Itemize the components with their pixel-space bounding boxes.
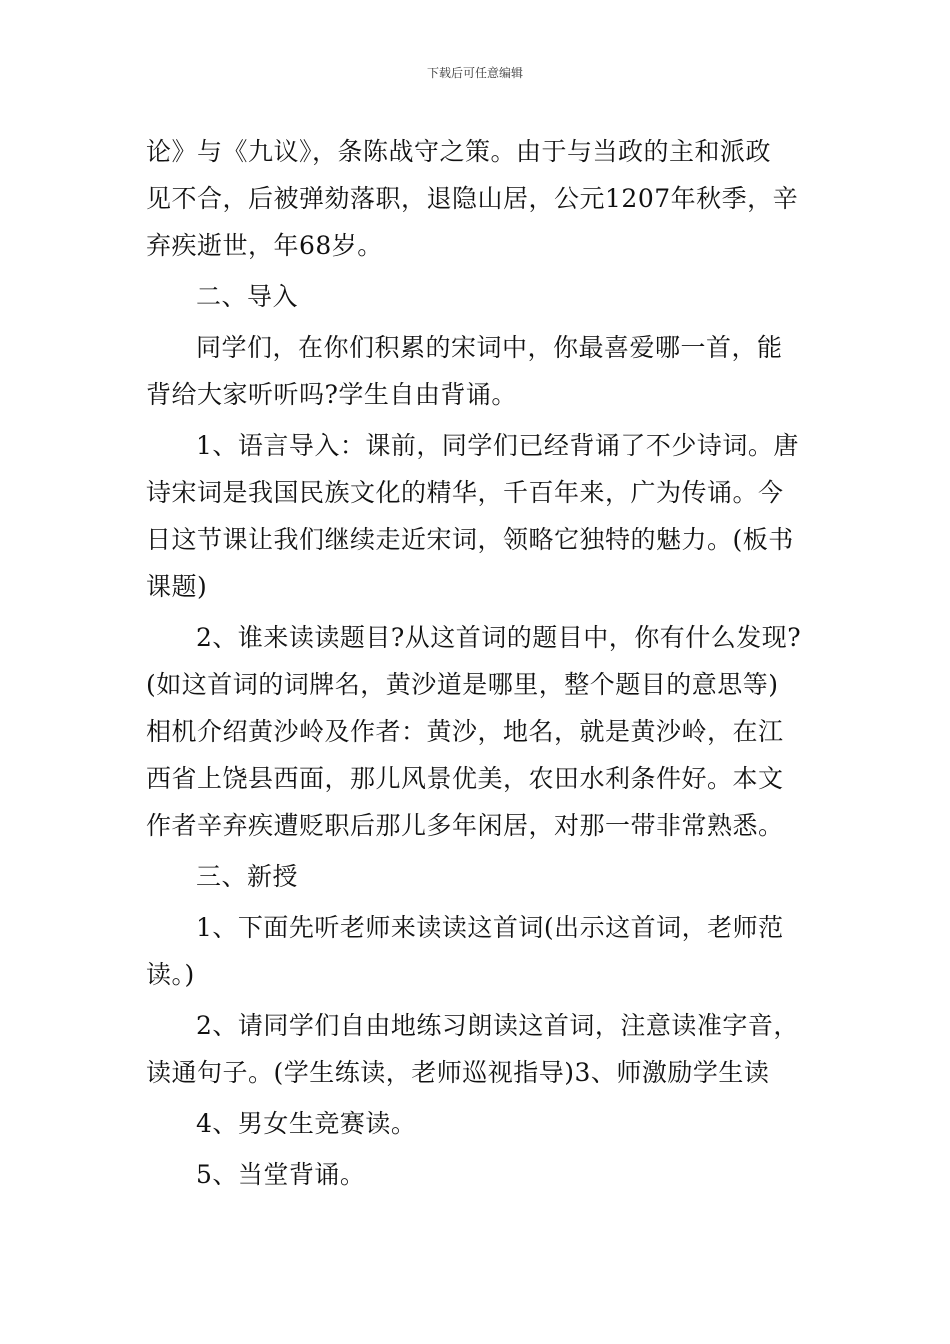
text-line: 背给大家听听吗?学生自由背诵。 <box>146 380 517 409</box>
text-line: 1、语言导入：课前，同学们已经背诵了不少诗词。唐 <box>196 431 799 460</box>
section-heading-intro: 二、导入 <box>196 282 299 311</box>
text-line: 2、请同学们自由地练习朗读这首词，注意读准字音， <box>196 1011 799 1040</box>
text-line: 诗宋词是我国民族文化的精华，千百年来，广为传诵。今 <box>146 478 784 507</box>
text-line: 同学们，在你们积累的宋词中，你最喜爱哪一首，能 <box>196 333 783 362</box>
text-line: (如这首词的词牌名，黄沙道是哪里，整个题目的意思等) <box>146 670 779 699</box>
text-line: 1、下面先听老师来读读这首词(出示这首词，老师范 <box>196 913 784 942</box>
text-line: 相机介绍黄沙岭及作者：黄沙，地名，就是黄沙岭，在江 <box>146 717 784 746</box>
text-line: 弃疾逝世，年68岁。 <box>146 231 383 260</box>
text-line: 见不合，后被弹劾落职，退隐山居，公元1207年秋季，辛 <box>146 184 799 213</box>
text-line: 4、男女生竞赛读。 <box>196 1109 417 1138</box>
text-line: 读通句子。(学生练读，老师巡视指导)3、师激励学生读 <box>146 1058 770 1087</box>
text-line: 2、谁来读读题目?从这首词的题目中，你有什么发现? <box>196 623 802 652</box>
text-line: 日这节课让我们继续走近宋词，领略它独特的魅力。(板书 <box>146 525 794 554</box>
text-line: 论》与《九议》，条陈战守之策。由于与当政的主和派政 <box>146 137 772 166</box>
text-line: 5、当堂背诵。 <box>196 1160 366 1189</box>
text-line: 读。) <box>146 960 195 989</box>
text-line: 西省上饶县西面，那儿风景优美，农田水利条件好。本文 <box>146 764 784 793</box>
document-body <box>146 128 806 1198</box>
text-line: 课题) <box>146 572 208 601</box>
section-heading-new-lesson: 三、新授 <box>196 862 299 891</box>
text-line: 作者辛弃疾遭贬职后那儿多年闲居，对那一带非常熟悉。 <box>146 811 784 840</box>
page-header-note: 下载后可任意编辑 <box>426 66 523 80</box>
